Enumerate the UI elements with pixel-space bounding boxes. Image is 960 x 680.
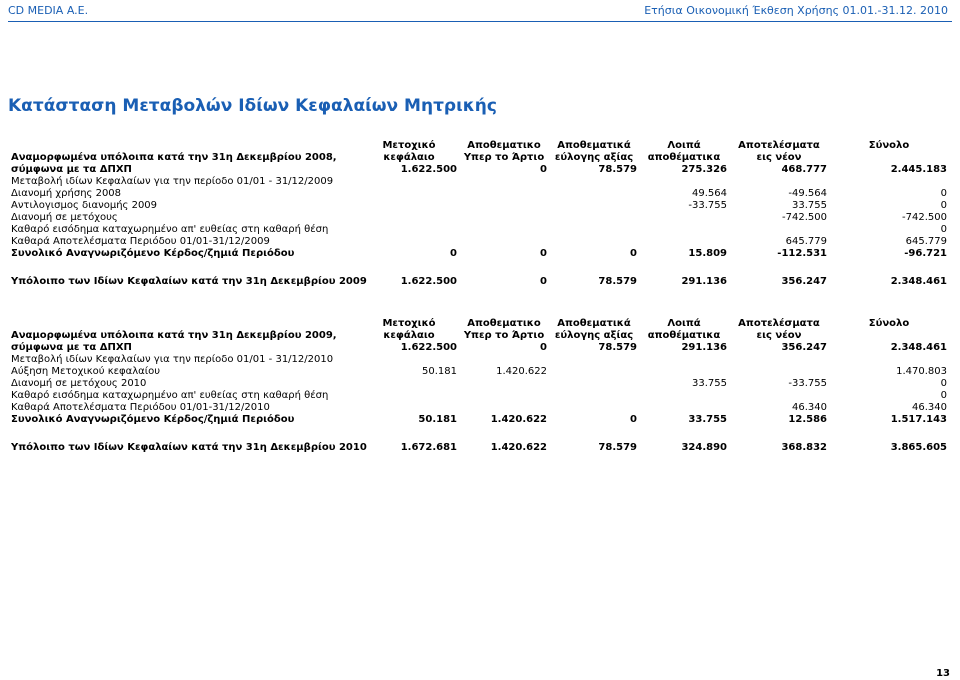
table-cell: 0: [940, 224, 947, 235]
table-cell: 0: [940, 390, 947, 401]
table-cell: [639, 390, 729, 402]
table-cell: 46.340: [792, 402, 827, 413]
table-cell: [549, 212, 639, 224]
table-cell: 0: [940, 200, 947, 211]
table-row: [9, 188, 949, 200]
table-cell: [459, 212, 549, 224]
table-cell: [459, 378, 549, 390]
table-cell: -742.500: [782, 212, 827, 223]
table-cell: 1.622.500: [400, 164, 457, 175]
table-cell: 33.755: [792, 200, 827, 211]
table-cell: 645.779: [905, 236, 947, 247]
col-header-share-capital: Μετοχικό κεφάλαιο: [382, 318, 436, 341]
table-cell: 12.586: [788, 414, 827, 425]
table-cell: 1.420.622: [496, 366, 547, 377]
table-cell: [459, 236, 549, 248]
table-cell: [359, 224, 459, 236]
table-row: [9, 402, 949, 414]
row-label: Συνολικό Αναγνωριζόμενο Κέρδος/ζημιά Περιόδου: [11, 248, 295, 259]
row-label: Καθαρά Αποτελέσματα Περιόδου 01/01-31/12/2009: [11, 236, 270, 247]
table-cell: [549, 200, 639, 212]
row-label: Καθαρό εισόδημα καταχωρημένο απ' ευθείας στη καθαρή θέση: [11, 224, 329, 235]
table-cell: 0: [540, 276, 547, 287]
table-cell: 1.420.622: [490, 414, 547, 425]
table-cell: [359, 200, 459, 212]
page-title: Κατάσταση Μεταβολών Ιδίων Κεφαλαίων Μητρικής: [8, 96, 497, 116]
row-label: Καθαρά Αποτελέσματα Περιόδου 01/01-31/12/2010: [11, 402, 270, 413]
row-label: Συνολικό Αναγνωριζόμενο Κέρδος/ζημιά Περιόδου: [11, 414, 295, 425]
table-cell: [639, 402, 729, 414]
table-header-row: [9, 140, 949, 164]
closing-balance-row: [9, 276, 949, 288]
company-name: CD MEDIA A.E.: [8, 4, 89, 17]
table-cell: -49.564: [788, 188, 827, 199]
table-cell: 0: [540, 342, 547, 353]
col-header-other-reserves: Λοιπά αποθέματικα: [647, 140, 721, 163]
table-row: [9, 378, 949, 390]
table-cell: 49.564: [692, 188, 727, 199]
table-cell: [549, 188, 639, 200]
equity-changes-table-2010: [9, 318, 949, 454]
table-cell: [359, 390, 459, 402]
row-label: Υπόλοιπο των Ιδίων Κεφαλαίων κατά την 31η Δεκεμβρίου 2010: [11, 442, 367, 453]
row-label: Καθαρό εισόδημα καταχωρημένο απ' ευθείας στη καθαρή θέση: [11, 390, 329, 401]
table-cell: [359, 212, 459, 224]
report-title: Ετήσια Οικονομική Έκθεση Χρήσης 01.01.-31.12. 2010: [644, 4, 948, 17]
total-recognised-row: [9, 414, 949, 426]
table-cell: -33.755: [688, 200, 727, 211]
table-cell: [549, 390, 639, 402]
table-cell: 0: [540, 248, 547, 259]
table-cell: -112.531: [777, 248, 827, 259]
table-cell: [549, 366, 639, 378]
table-row: [9, 354, 949, 366]
table-cell: 356.247: [781, 276, 827, 287]
opening-balance-label: Αναμορφωμένα υπόλοιπα κατά την 31η Δεκεμβρίου 2009, σύμφωνα με τα ΔΠΧΠ: [11, 330, 337, 353]
table-cell: [549, 224, 639, 236]
col-header-other-reserves: Λοιπά αποθέματικα: [647, 318, 721, 341]
table-cell: 50.181: [418, 414, 457, 425]
total-recognised-row: [9, 248, 949, 260]
opening-balance-label: Αναμορφωμένα υπόλοιπα κατά την 31η Δεκεμβρίου 2008, σύμφωνα με τα ΔΠΧΠ: [11, 152, 337, 175]
table-cell: [459, 188, 549, 200]
table-cell: [459, 224, 549, 236]
col-header-share-capital: Μετοχικό κεφάλαιο: [382, 140, 436, 163]
equity-changes-table-2009: [9, 140, 949, 288]
table-row: [9, 390, 949, 402]
table-cell: 78.579: [598, 342, 637, 353]
closing-balance-row: [9, 442, 949, 454]
table-cell: 1.672.681: [400, 442, 457, 453]
table-cell: 33.755: [688, 414, 727, 425]
table-cell: [459, 390, 549, 402]
table-cell: [459, 200, 549, 212]
page-number: 13: [936, 668, 950, 679]
table-row: [9, 176, 949, 188]
col-header-total: Σύνολο: [868, 318, 910, 329]
table-cell: [359, 188, 459, 200]
table-cell: [359, 236, 459, 248]
table-cell: [549, 402, 639, 414]
table-cell: 0: [940, 188, 947, 199]
table-cell: -33.755: [788, 378, 827, 389]
table-cell: 1.622.500: [400, 276, 457, 287]
table-cell: [729, 366, 829, 378]
table-cell: 15.809: [688, 248, 727, 259]
col-header-retained-earnings: Αποτελέσματα εις νέον: [738, 140, 820, 163]
table-cell: [639, 224, 729, 236]
col-header-fair-value-reserves: Αποθεματικά εύλογης αξίας: [554, 318, 634, 341]
table-cell: -742.500: [902, 212, 947, 223]
table-cell: 2.445.183: [890, 164, 947, 175]
table-cell: 50.181: [422, 366, 457, 377]
table-cell: [459, 402, 549, 414]
table-cell: 0: [450, 248, 457, 259]
row-label: Αντιλογισμος διανομής 2009: [11, 200, 158, 211]
table-cell: 1.420.622: [490, 442, 547, 453]
table-cell: 3.865.605: [890, 442, 947, 453]
table-cell: 1.470.803: [896, 366, 947, 377]
row-label: Αύξηση Μετοχικού κεφαλαίου: [11, 366, 160, 377]
table-cell: 291.136: [681, 342, 727, 353]
table-row: [9, 236, 949, 248]
table-cell: 33.755: [692, 378, 727, 389]
table-cell: [549, 378, 639, 390]
table-cell: 78.579: [598, 442, 637, 453]
table-cell: 78.579: [598, 276, 637, 287]
table-cell: 1.517.143: [890, 414, 947, 425]
table-cell: [549, 236, 639, 248]
table-cell: 368.832: [781, 442, 827, 453]
table-row: [9, 212, 949, 224]
table-cell: -96.721: [904, 248, 947, 259]
table-cell: 324.890: [681, 442, 727, 453]
row-label: Μεταβολή ιδίων Κεφαλαίων για την περίοδο 01/01 - 31/12/2009: [11, 176, 334, 187]
col-header-total: Σύνολο: [868, 140, 910, 151]
table-cell: [359, 378, 459, 390]
table-cell: 468.777: [781, 164, 827, 175]
table-cell: 0: [940, 378, 947, 389]
table-row: [9, 224, 949, 236]
table-cell: 356.247: [781, 342, 827, 353]
table-cell: [639, 236, 729, 248]
row-label: Διανομή χρήσης 2008: [11, 188, 122, 199]
table-cell: [729, 224, 829, 236]
table-cell: 1.622.500: [400, 342, 457, 353]
table-cell: [729, 390, 829, 402]
table-cell: 645.779: [785, 236, 827, 247]
col-header-retained-earnings: Αποτελέσματα εις νέον: [738, 318, 820, 341]
table-cell: 78.579: [598, 164, 637, 175]
row-label: Διανομή σε μετόχους: [11, 212, 118, 223]
table-cell: [359, 402, 459, 414]
table-cell: [639, 366, 729, 378]
table-row: [9, 200, 949, 212]
table-cell: [639, 212, 729, 224]
table-cell: 291.136: [681, 276, 727, 287]
table-cell: 2.348.461: [890, 342, 947, 353]
header-divider: [8, 21, 952, 22]
row-label: Υπόλοιπο των Ιδίων Κεφαλαίων κατά την 31η Δεκεμβρίου 2009: [11, 276, 367, 287]
table-row: [9, 366, 949, 378]
row-label: Διανομή σε μετόχους 2010: [11, 378, 147, 389]
row-label: Μεταβολή ιδίων Κεφαλαίων για την περίοδο 01/01 - 31/12/2010: [11, 354, 334, 365]
table-cell: 0: [630, 414, 637, 425]
table-cell: 0: [540, 164, 547, 175]
table-header-row: [9, 318, 949, 342]
col-header-share-premium: Αποθεματικο Υπερ το Άρτιο: [463, 318, 545, 341]
col-header-fair-value-reserves: Αποθεματικά εύλογης αξίας: [554, 140, 634, 163]
table-cell: 2.348.461: [890, 276, 947, 287]
table-cell: 275.326: [681, 164, 727, 175]
table-cell: 0: [630, 248, 637, 259]
table-cell: 46.340: [912, 402, 947, 413]
col-header-share-premium: Αποθεματικο Υπερ το Άρτιο: [463, 140, 545, 163]
